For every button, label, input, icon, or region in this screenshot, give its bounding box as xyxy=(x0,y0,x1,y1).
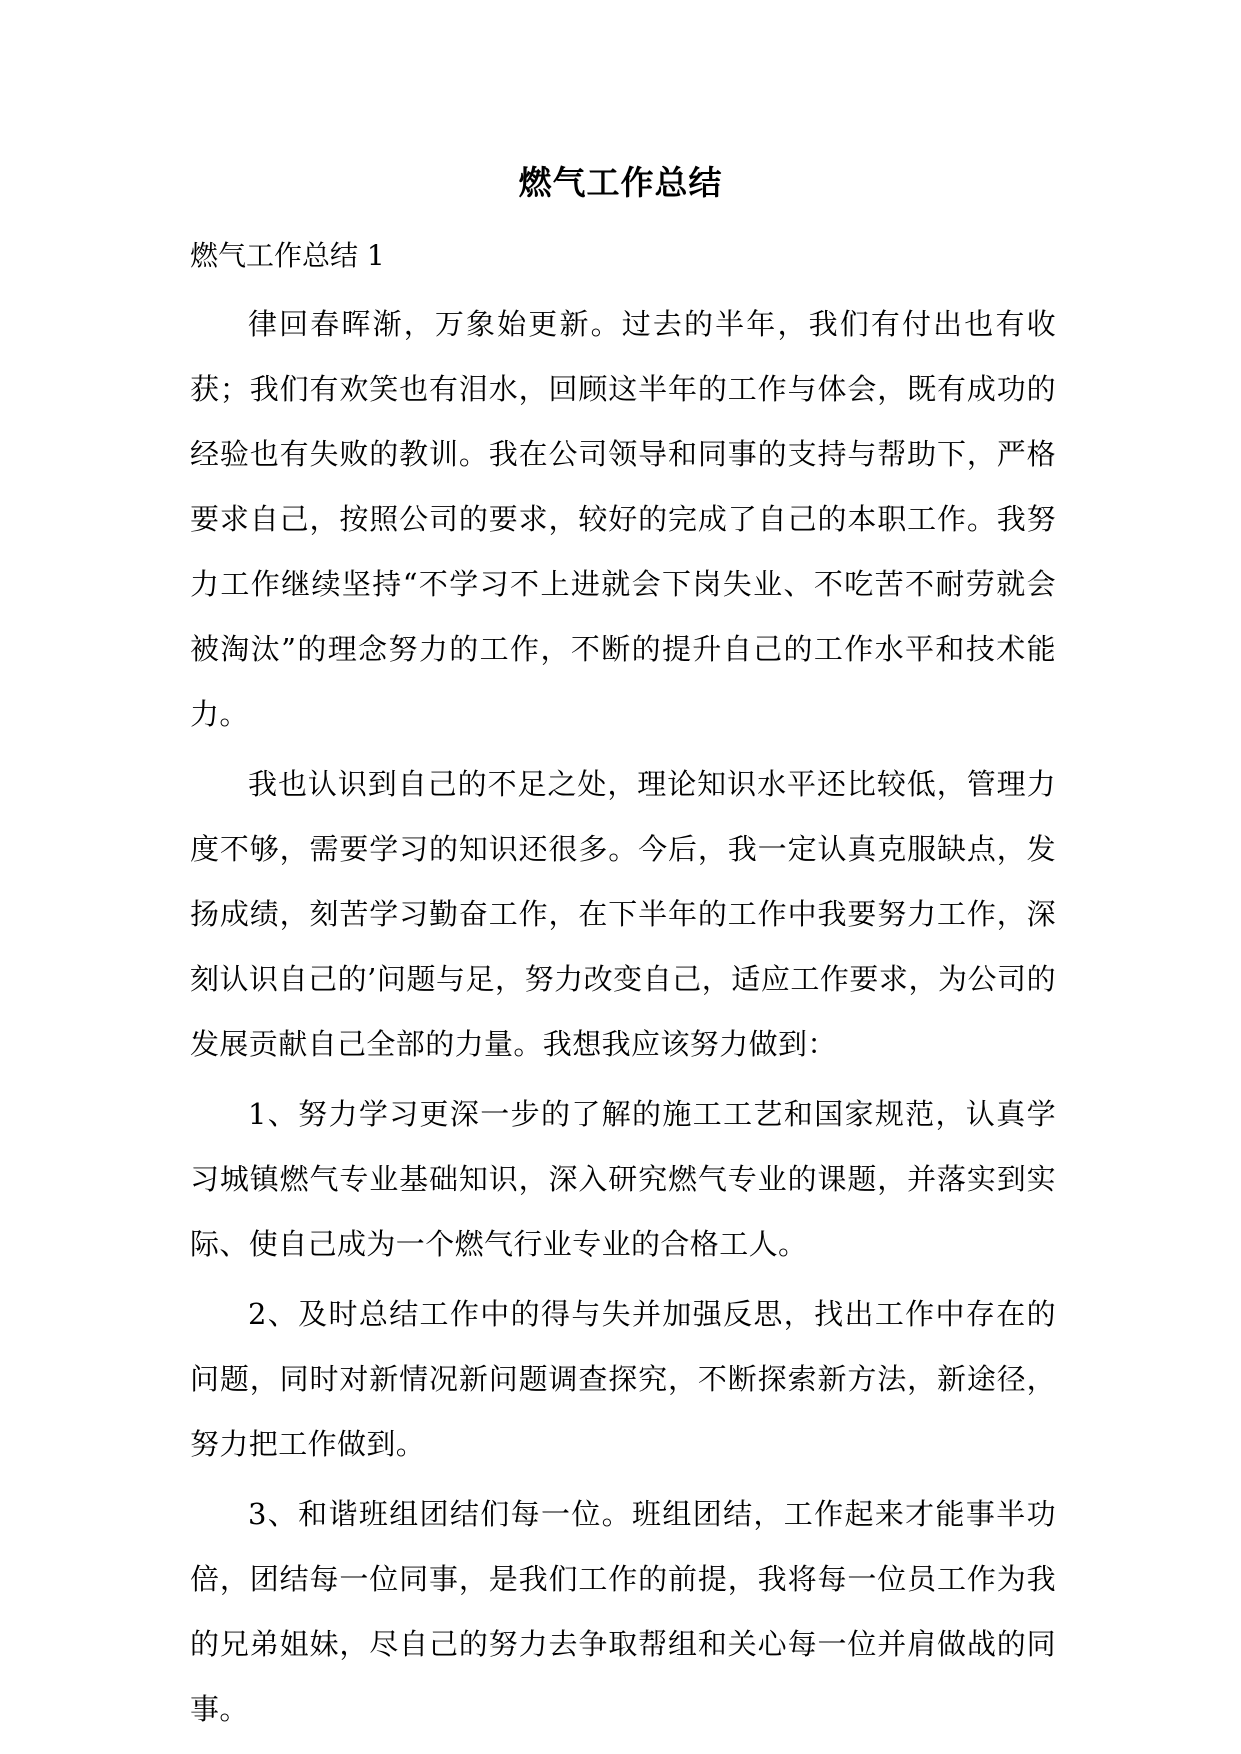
paragraph-3: 1、努力学习更深一步的了解的施工工艺和国家规范，认真学习城镇燃气专业基础知识，深入研究燃气专业的课题，并落实到实际、使自己成为一个燃气行业专业的合格工人。 xyxy=(190,1097,1056,1261)
paragraph-5: 3、和谐班组团结们每一位。班组团结，工作起来才能事半功倍，团结每一位同事，是我们工作的前提，我将每一位员工作为我的兄弟姐妹，尽自己的努力去争取帮组和关心每一位并肩做战的同事。 xyxy=(190,1497,1056,1726)
section-heading: 燃气工作总结 1 xyxy=(190,239,385,272)
paragraph-4: 2、及时总结工作中的得与失并加强反思，找出工作中存在的问题，同时对新情况新问题调查探究，不断探索新方法，新途径，努力把工作做到。 xyxy=(190,1297,1056,1461)
paragraph-2: 我也认识到自己的不足之处，理论知识水平还比较低，管理力度不够，需要学习的知识还很多。今后，我一定认真克服缺点，发扬成绩，刻苦学习勤奋工作，在下半年的工作中我要努力工作，深刻认识自己的’问题与足，努力改变自己，适应工作要求，为公司的发展贡献自己全部的力量。我想我应该努力做到： xyxy=(190,767,1056,1061)
paragraph-1: 律回春晖渐，万象始更新。过去的半年，我们有付出也有收获；我们有欢笑也有泪水，回顾这半年的工作与体会，既有成功的经验也有失败的教训。我在公司领导和同事的支持与帮助下，严格要求自己，按照公司的要求，较好的完成了自己的本职工作。我努力工作继续坚持“不学习不上进就会下岗失业、不吃苦不耐劳就会被淘汰”的理念努力的工作，不断的提升自己的工作水平和技术能力。 xyxy=(190,307,1056,731)
document-title: 燃气工作总结 xyxy=(518,163,723,202)
document-body xyxy=(190,227,1056,1742)
